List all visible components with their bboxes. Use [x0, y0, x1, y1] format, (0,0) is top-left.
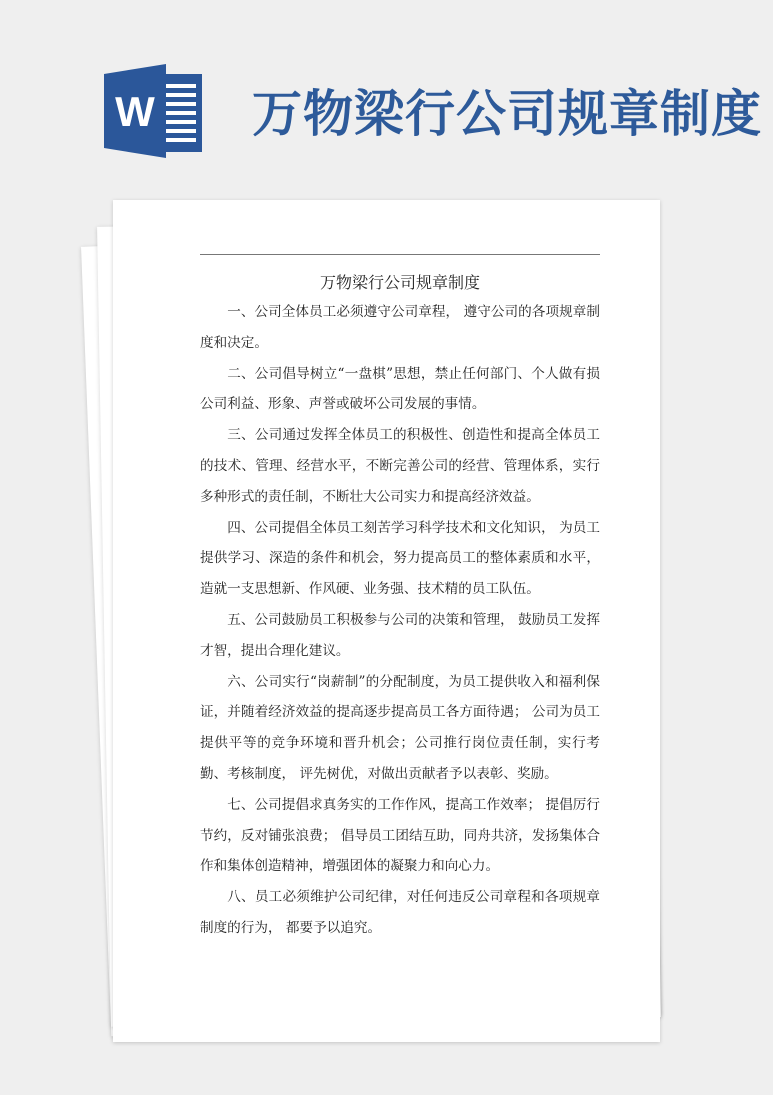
- document-body: [200, 297, 600, 944]
- document-page: [113, 200, 660, 1042]
- document-title: 万物梁行公司规章制度: [319, 273, 480, 292]
- page-title: 万物梁行公司规章制度: [252, 84, 762, 143]
- paragraph: 一、公司全体员工必须遵守公司章程， 遵守公司的各项规章制度和决定。: [200, 304, 600, 351]
- paragraph: 七、公司提倡求真务实的工作作风，提高工作效率； 提倡厉行节约，反对铺张浪费； 倡导员工团结互助，同舟共济，发扬集体合作和集体创造精神，增强团体的凝聚力和向心力。: [200, 796, 600, 875]
- paragraph: 六、公司实行“岗薪制”的分配制度，为员工提供收入和福利保证，并随着经济效益的提高逐步提高员工各方面待遇； 公司为员工提供平等的竞争环境和晋升机会；公司推行岗位责任制，实行考勤、考核制度， 评先树优，对做出贡献者予以表彰、奖励。: [200, 673, 600, 782]
- word-document-icon: [104, 64, 206, 158]
- paragraph: 二、公司倡导树立“一盘棋”思想，禁止任何部门、个人做有损公司利益、形象、声誉或破坏公司发展的事情。: [200, 365, 600, 413]
- word-icon-letter: W: [115, 88, 155, 135]
- header-rule: [200, 254, 600, 255]
- paragraph: 八、员工必须维护公司纪律，对任何违反公司章程和各项规章制度的行为， 都要予以追究。: [200, 889, 600, 936]
- paragraph: 五、公司鼓励员工积极参与公司的决策和管理， 鼓励员工发挥才智，提出合理化建议。: [200, 611, 600, 659]
- paragraph: 四、公司提倡全体员工刻苦学习科学技术和文化知识， 为员工提供学习、深造的条件和机会，努力提高员工的整体素质和水平，造就一支思想新、作风硬、业务强、技术精的员工队伍。: [200, 519, 600, 598]
- paragraph: 三、公司通过发挥全体员工的积极性、创造性和提高全体员工的技术、管理、经营水平，不断完善公司的经营、管理体系，实行多种形式的责任制，不断壮大公司实力和提高经济效益。: [200, 427, 600, 505]
